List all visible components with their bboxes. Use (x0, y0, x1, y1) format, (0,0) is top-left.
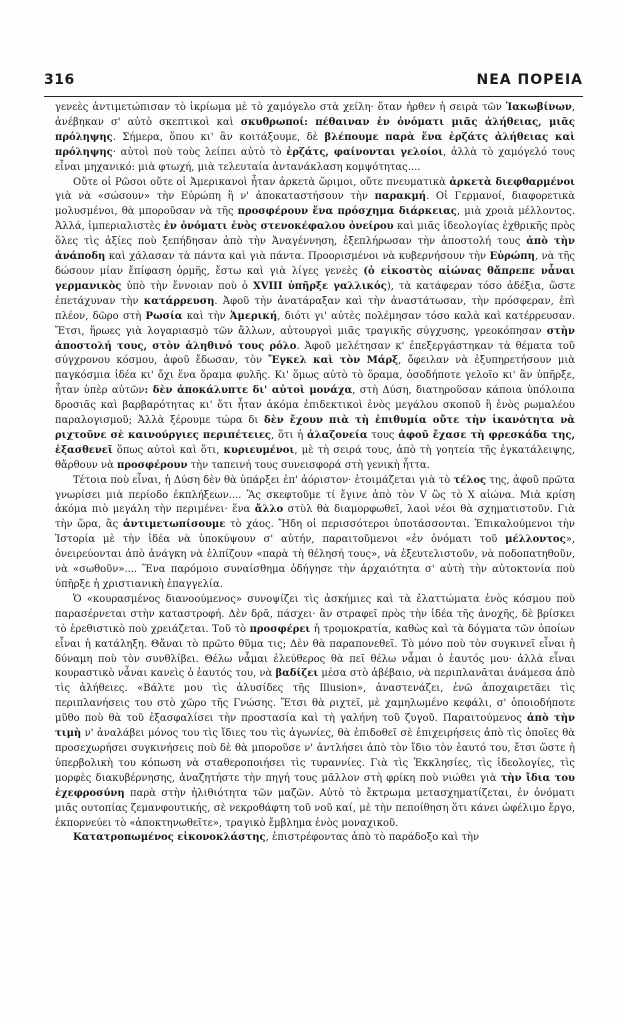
text-run: στὺλ θὰ διαμορφωθεῖ, λαοὶ νέοι θὰ σχηματιστοῦν. Γιὰ τὴν ὥρα, ἂς (55, 504, 575, 531)
paragraph (55, 593, 575, 832)
bold-text-run: κυριευμένοι (223, 444, 295, 456)
bold-text-run: προσφέρουν (117, 459, 188, 471)
text-run: τὴν ταπεινή τους συνεισφορά στὴ γενικὴ ἧττα. (187, 459, 430, 471)
text-run: καὶ χάλασαν τὰ πάντα καὶ γιὰ πάντα. Προορισμένοι νὰ κυβερνήσουν τὴν (105, 251, 490, 263)
bold-text-run: ἀλαζονεία (306, 429, 368, 441)
bold-text-run: σκυθρωποί: πέθαιναν ἐν ὀνόματι μιᾶς ἀλήθειας, μιᾶς πρόληψης (55, 116, 575, 143)
bold-text-run: ἐν ὀνόματι ἑνὸς στενοκέφαλου ὀνείρου (163, 221, 394, 233)
text-run: . Σήμερα, ὅπου κι' ἂν κοιτάξουμε, δὲ (112, 131, 325, 143)
text-run: καὶ τὴν (182, 310, 230, 322)
article-body (55, 101, 575, 991)
paragraph (55, 474, 575, 593)
running-title: ΝΕΑ ΠΟΡΕΙΑ (476, 72, 583, 88)
bold-text-run: μέλλοντος (505, 534, 566, 546)
text-run: , ἀνέβηκαν σ' αὐτὸ σκεπτικοὶ καὶ (55, 102, 575, 128)
bold-text-run: τὴν ἴδια του ἐχεφροσύνη (55, 772, 575, 799)
bold-text-run: ἀντιμετωπίσουμε (122, 519, 226, 531)
bold-text-run: βλέπουμε παρὰ ἕνα ἐρζάτς ἀλήθειας καὶ πρόληψης (55, 131, 575, 158)
text-run: τους (367, 429, 399, 441)
bold-text-run: ἀφοῦ ἔχασε τὴ φρεσκάδα της, ἐξασθενεῖ (55, 429, 575, 456)
text-run: Οὔτε οἱ Ρῶσοι οὔτε οἱ Ἀμερικανοὶ ἦταν ἀρκετὰ ὥριμοι, οὔτε πνευματικὰ (73, 176, 450, 188)
text-run: , ἐπιστρέφοντας ἀπὸ τὸ παράδοξο καὶ τὴν (265, 832, 480, 844)
paragraph (55, 831, 575, 846)
bold-text-run: : δὲν ἀποκάλυπτε δι' αὐτοὶ μονάχα (144, 385, 353, 397)
text-run: τὸ χάος. Ἤδη οἱ περισσότεροι ὑποτάσσονται. Ἐπικαλούμενοι τὴν Ἰστορία μὲ τὴν ἰδέα νὰ ὑποκύψουν σ' αὐτήν, παραιτοῦμενοι «ἐν ὀνόματι τοῦ (55, 519, 575, 546)
text-run: », ὀνειρεύονται ἀπὸ ἀνάγκη νὰ ἐλπίζουν «παρὰ τὴ θέλησή τους», νὰ ἐξευτελιστοῦν, νὰ ποδοπατηθοῦν, νὰ «σωθοῦν».... Ἕνα παρόμοιο συναίσθημα ὁδήγησε τὴν ἀρχαιότητα σ' αὐτὴ τὴν αὐτοκτονία ποὺ ὑπῆρξε ἡ χριστιανικὴ ἐπαγγελία. (55, 534, 575, 590)
text-run: γιὰ νὰ «σώσουν» τὴν Εὐρώπη ἢ ν' ἀποκαταστήσουν τὴν (55, 191, 375, 203)
page-number: 316 (44, 72, 75, 88)
bold-text-run: παρακμή (374, 191, 427, 203)
text-run: · αὐτοὶ ποὺ τοὺς λείπει αὐτὸ τὸ (112, 146, 287, 158)
bold-text-run: (ὁ εἰκοστὸς αἰώνας θἄπρεπε νἆναι γερμανικὸς (55, 265, 575, 292)
text-run: ὅπως αὐτοὶ καὶ ὅτι, (112, 444, 224, 456)
text-run: , νὰ τῆς δώσουν μίαν ἔπίφαση ὁρμῆς, ἔστω καὶ γιὰ λίγες γενεὲς (55, 251, 575, 277)
bold-text-run: Εὐρώπη (489, 251, 535, 263)
bold-text-run: XVIII ὑπῆρξε γαλλικός (252, 280, 387, 292)
bold-text-run: ἄλλο (254, 504, 284, 516)
text-run: . Ἀφοῦ μελέτησαν κ' ἐπεξεργάστηκαν τὰ θέματα τοῦ σύγχρονου κόσμου, ἀφοῦ ἔδωσαν, τὸν (55, 340, 575, 367)
text-run: , ὄφειλαν νὰ ἐξυπηρετήσουν μιὰ παγκόσμια ἰδέα κι' ὄχι ἕνα ὅραμα φυλῆς. Κι' ὅμως αὐτὸ τὸ ὅραμα, ὁσοδήποτε γελοῖο κι' ἂν ὑπῆρξε, ἦταν ὑπὲρ αὐτῶν (55, 355, 575, 397)
text-run: παρὰ στὴν ἠλιθιότητα τῶν μαζῶν. Αὐτὸ τὸ ἔκτρωμα μετασχηματίζεται, ἐν ὀνόματι μιᾶς ουτοπίας ζεμανφουτικής, σὲ νεκροθάφτη τοῦ νοῦ καί, μὲ τὴν πεποίθηση ὅτι κάνει ὠφέλιμο ἔργο, ἐκπορνεύει τὸ «ἀποκτηνωθεῖτε», τραγικὸ ἔμβλημα ἑνὸς μοναχικοῦ. (55, 787, 575, 829)
paragraph (55, 176, 575, 474)
bold-text-run: Ρωσία (145, 310, 183, 322)
bold-text-run: προσφέρουν ἕνα πρόσχημα διάρκειας (237, 206, 457, 218)
text-run: της, ἀφοῦ πρῶτα γνωρίσει μιὰ περίοδο ἐκπλήξεων.... Ἂς σκεφτοῦμε τί ἔγινε ἀπὸ τὸν V ὣς τὸ X αἰώνα. Μιὰ κρίση ἀκόμα πιὸ μεγάλη τὴν περιμένει· ἕνα (55, 474, 575, 516)
bold-text-run: δὲν ἔχουν πιὰ τὴ ἐπιθυμία οὔτε τὴν ἱκανότητα νὰ ριχτοῦνε σὲ καινούργιες περιπέτειες (55, 415, 575, 441)
page-header (44, 72, 583, 94)
bold-text-run: Ἰακωβίνων (505, 102, 572, 113)
text-run: ὑπὸ τὴν ἔννοιαν ποὺ ὁ (121, 280, 253, 292)
text-run: , διότι γι' αὐτὲς πολέμησαν τόσο καλὰ καὶ κατέρρευσαν. Ἔτσι, ἥρωες γιὰ λογαριασμὸ τῶν ἄλλων, αὐτουργοὶ μιᾶς τραγικῆς σύγχυσης, γρεοκόπησαν (55, 310, 575, 337)
text-run: ἡ τρομοκρατία, καθὼς καὶ τὰ δόγματα τῶν ὁποίων εἶναι ἡ κατάληξη. Θἄναι τὸ πρῶτο θῦμα τις; Δὲν θὰ παραπονεθεῖ. Τὸ μόνο ποὺ τὸν συγκινεῖ εἶναι ἡ δύναμη ποὺ τὸν συνθλίβει. Θέλω νἆμαι ἐλεύθερος θὰ πεῖ θέλω νἆμαι ὁ ἑαυτός μου· ἀλλὰ εἶναι κουραστικὸ νἆναι κανεὶς ὁ ἑαυτός του, νὰ (55, 623, 575, 680)
bold-text-run: τέλος (453, 474, 487, 486)
text-run: . Ἀφοῦ τὴν ἀνατάραξαν καὶ τὴν ἀναστάτωσαν, τὴν πρόσφεραν, ἐπὶ πλέον, δῶρο στὴ (55, 295, 575, 322)
text-run: γενεὲς ἀντιμετώπισαν τὸ ἱκρίωμα μὲ τὸ χαμόγελο στὰ χείλη· ὅταν ἦρθεν ἡ σειρὰ τῶν (55, 102, 506, 113)
text-run: μέσα στὸ ἀβέβαιο, νὰ περιπλανᾶται ἀνάμεσα ἀπὸ τὶς ἀλήθειες. «Βάλτε μου τὶς ἁλυσίδες τῆς Illusion», ἀναστενάζει, ἐνῶ ἀποχαιρετᾶει τὶς περιπλανήσεις του στὸ χῶρο τῆς Γνώσης. Ἔτσι θὰ ριχτεῖ, μὲ χαμηλωμένο κεφάλι, σ' ὁποιοδήποτε μῦθο ποὺ θὰ τοῦ ἐξασφαλίσει τὴν προστασία καὶ τὴ γαλήνη τοῦ ζυγοῦ. Παραιτούμενος (55, 668, 575, 725)
bold-text-run: ἐρζάτς, φαίνονται γελοίοι (286, 146, 444, 158)
text-run: ), τὰ κατάφεραν τόσο ἀδέξια, ὥστε ἐπετάχυναν τὴν (55, 280, 575, 307)
bold-text-run: στὴν ἀποστολή τους, στὸν ἀληθινό τους ρόλο (55, 325, 575, 352)
text-run: , ἀλλὰ τὸ χαμόγελό τους εἶναι μηχανικό: μιὰ φτωχή, μιὰ τελευταία ἀντανάκλαση κομψότητας.... (55, 146, 575, 173)
text-run: , στὴ Δύση, διατηροῦσαν κάποια ὑπόλοιπα δροσιᾶς καὶ βαρβαρότητας κι' ὅτι ἦταν ἀκόμα ἐπιδεκτικοὶ ἑνὸς μεγάλου σκοποῦ ἢ ἑνὸς ρωμαλέου παραλογισμοῦ; Ἀλλὰ ξέρουμε τώρα δι (55, 385, 575, 427)
text-run: ν' ἀναλάβει μόνος του τὶς ἴδιες του τὶς ἀγωνίες, θὰ ἐπιδοθεῖ σὲ ἐπιχειρήσεις ἀπὸ τὶς ὁποῖες θὰ προσεχωρήσει συγκινήσεις ποὺ δὲ θὰ μποροῦσε ν' ἀντλήσει ἀπὸ τὸν ἴδιο τὸν ἑαυτό του, ἔτσι ὥστε ἡ ὑπερβολικὴ του κόπωση νὰ σταθεροποιήσει τὶς τυραννίες. Γιὰ τὶς Ἐκκλησίες, τὶς ἰδεολογίες, τὶς μορφὲς διακυβέρνησης, ἀναζητήστε τὴν πηγή τους μᾶλλον στὴ φρίκη ποὺ νιώθει γιὰ (55, 728, 575, 784)
bold-text-run: βαδίζει (275, 668, 319, 680)
header-rule (44, 96, 583, 97)
bold-text-run: ἀρκετὰ διεφθαρμένοι (449, 176, 575, 188)
bold-text-run: Ἀμερική (229, 310, 278, 322)
text-run: , μιὰ χροιὰ μέλλοντος. Ἀλλά, ἰμπεριαλιστὲς (55, 206, 575, 233)
bold-text-run: ἀπὸ τὴν τιμὴ (55, 713, 575, 740)
text-run: . Οἱ Γερμανοί, διαφορετικὰ μολυσμένοι, θὰ μποροῦσαν νὰ τῆς (55, 191, 575, 218)
text-run: καὶ μιᾶς ἰδεολογίας ἐχθρικῆς πρὸς ὅλες τὶς ἀξίες ποὺ ξεπήδησαν ἀπὸ τὴν Ἀναγέννηση, ἐξεπλήρωσαν τὴν ἀποστολή τους (55, 221, 575, 248)
bold-text-run: Ἔγκελ καὶ τὸν Μάρξ (268, 355, 399, 367)
text-run: , ὅτι ἡ (271, 429, 307, 441)
bold-text-run: κατάρρευση (143, 295, 215, 307)
text-run: , μὲ τὴ σειρά τους, ἀπὸ τὴ γοητεία τῆς ἐγκατάλειψης, θἄρθουν νὰ (55, 444, 575, 471)
bold-text-run: Κατατροπωμένος εἰκονοκλάστης (73, 832, 266, 844)
bold-text-run: προσφέρει (249, 623, 311, 635)
paragraph (55, 101, 575, 176)
text-run: Τέτοια ποὺ εἶναι, ἡ Δύση δὲν θὰ ὑπάρξει ἐπ' ἀόριστον· ἑτοιμάζεται γιὰ τὸ (73, 474, 454, 486)
text-run: Ὁ «κουρασμένος διανοούμενος» συνοψίζει τὶς ἀσκήμιες καὶ τὰ ἐλαττώματα ἑνὸς κόσμου ποὺ παρασέρνεται στὴν καταστροφή. Δὲν δρᾶ, πάσχει· ἂν στραφεῖ πρὸς τὴν ἰδέα τῆς ἀνοχῆς, δὲ βρίσκει τὸ ἐρεθιστικὸ ποὺ χρειάζεται. Τοῦ τὸ (55, 593, 575, 635)
bold-text-run: ἀπὸ τὴν ἀνάποδη (55, 236, 575, 263)
